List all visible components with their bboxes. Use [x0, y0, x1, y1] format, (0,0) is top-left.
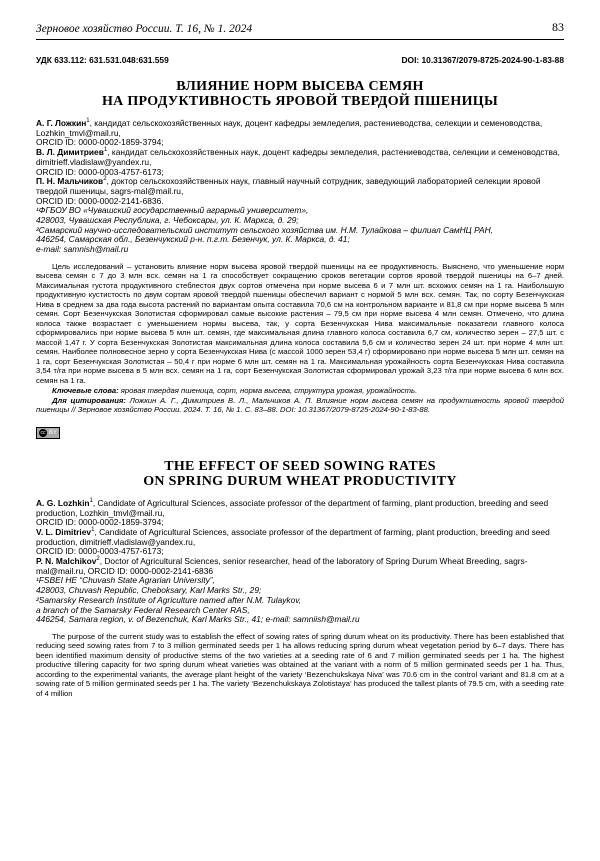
doi-code: DOI: 10.31367/2079-8725-2024-90-1-83-88 [401, 55, 564, 65]
author-sup: 2 [103, 176, 107, 183]
by-label: BY [49, 429, 58, 436]
en-abstract: The purpose of the current study was to establish the effect of sowing rates of spring durum wheat on its productivity. There has been established that reducing seed sowing rates from 7 to 3 million germinated seeds per 1 ha allows reducing spring durum wheat vegetation period by 6–7 days. There has been identified maximum density of productive stems of the two varieties at a seeding rate of 6 and 7 million germinated seeds per 1 ha. The highest productive tillering capacity for two spring durum wheat varieties was obtained at the variant with a norm of 5 million germinated seeds per 1 ha. Thus, according to the experimental variants, the average plant height of the variety ‘Bezenchukskaya Niva’ was 70.6 cm in the control variant and 81.8 cm at a sowing rate of 5 million germinated seeds per 1 ha. The variety ‘Bezenchukskaya Zolotistaya’ has produced the tallest plants of 79.5 cm, with a seeding rate of 4 million [36, 631, 564, 698]
author-name: A. G. Lozhkin [36, 497, 90, 508]
author-orcid: ORCID ID: 0000-0002-2141-6836. [36, 195, 164, 206]
author-entry [36, 119, 564, 148]
author-desc: , кандидат сельскохозяйственных наук, доцент кафедры земледелия, растениеводства, селекции и семеноводства, Lozhkin_tmvl@mail.ru, [36, 118, 543, 138]
affiliation-line: e-mail: samnish@mail.ru [36, 244, 129, 255]
author-sup: 1 [103, 147, 108, 154]
ru-title-line: НА ПРОДУКТИВНОСТЬ ЯРОВОЙ ТВЕРДОЙ ПШЕНИЦЫ [101, 94, 499, 109]
author-desc: , Doctor of Agricultural Sciences, senior researcher, head of the laboratory of Spring Durum Wheat Breeding, sagrs-mal@mail.ru, ORCID ID: 0000-0002-2141-6836 [36, 556, 528, 576]
author-name: V. L. Dimitriev [36, 526, 92, 537]
ru-keywords [36, 386, 564, 396]
cc-icon: cc [40, 429, 46, 436]
author-desc: , Candidate of Agricultural Sciences, associate professor of the department of farming, plant production, breeding and seed production, Lozhkin_tmvl@mail.ru, [36, 497, 549, 518]
en-title-line: ON SPRING DURUM WHEAT PRODUCTIVITY [143, 473, 457, 489]
en-title-line: THE EFFECT OF SEED SOWING RATES [164, 458, 436, 474]
citation-label: Для цитирования: [52, 395, 126, 405]
affiliation-line: ²Samarsky Research Institute of Agriculture named after N.M. Tulaykov, [36, 594, 302, 605]
affiliation-line: 446254, Самарская обл., Безенчукский р-н. п.г.т. Безенчук, ул. К. Маркса, д. 41; [36, 234, 350, 245]
author-orcid: ORCID ID: 0000-0003-4757-6173; [36, 166, 164, 177]
affiliation-line: ¹FSBEI HE “Chuvash State Agrarian University”, [36, 575, 215, 586]
author-desc: , доктор сельскохозяйственных наук, главный научный сотрудник, заведующий лабораторией селекции яровой твердой пшеницы, sagrs-mal@mail.ru, [36, 176, 541, 196]
author-sup: 1 [89, 498, 93, 505]
en-authors [36, 499, 564, 577]
page-number: 83 [552, 20, 564, 34]
header-rule [36, 39, 564, 40]
ru-authors [36, 119, 564, 206]
ru-title-line: ВЛИЯНИЕ НОРМ ВЫСЕВА СЕМЯН [176, 79, 424, 94]
affiliation-line: 428003, Чувашская Республика, г. Чебоксары, ул. К. Маркса, д. 29; [36, 215, 299, 226]
article-ids [36, 55, 564, 65]
author-entry [36, 148, 564, 177]
affiliation-line: ²Самарский научно-исследовательский институт сельского хозяйства им. Н.М. Тулайкова – филиал СамНЦ РАН, [36, 224, 493, 235]
author-entry [36, 528, 564, 557]
cc-by-license-badge[interactable] [36, 427, 60, 439]
ru-abstract: Цель исследований – установить влияние норм высева яровой твердой пшеницы на ее продуктивность. Выяснено, что уменьшение норм высева семян с 7 до 3 млн всх. семян на 1 га способствует сокращению сроков вегетации сортов яровой твердой пшеницы на 6–7 дней. Максимальная густота продуктивного стеблестоя двух сортов отмечена при норме высева 6 и 7 млн шт. всхожих семян на 1 га. Наибольшую продуктивную кустистость по двум сортам яровой твердой пшеницы обеспечил вариант с нормой 5 млн всх. семян. Так, по сорту Безенчукская Нива в среднем за два года высота растений по вариантам опыта составила 70,6 см на контрольном варианте и 81,8 см при норме высева 5 млн семян. Сорт Безенчукская Золотистая сформировал самые высокие растения – 79,5 см при норме высева 4 млн семян. Отмечено, что длина колоса также возрастает с уменьшением нормы высева, так, у сорта Безенчукская Нива максимальные показатели главного колоса сформировались при норме высева 5 млн шт. семян, где максимальная длина главного колоса составила 6,7 см, количество зерен – 27,5 шт. с массой 1,47 г. У сорта Безенчукская Золотистая максимальная длина колоса составила 5,6 см и количество зерен 24 шт. при норме 4 млн шт. семян. Наиболее полновесное зерно у сорта Безенчукская Нива (с массой 1000 зерен 53,4 г) сформировано при норме высева 5 млн шт. семян на 1 га, сорт Безенчукская Золотистая – 50,4 г при норме 6 млн шт. семян на 1 га. Максимальная урожайность сорта Безенчукская Нива составила 3,54 т/га при норме высева в 5 млн всх. семян на 1 га, сорт Безенчукская Золотистая сформировал урожай 3,23 т/га при норме высева 6 млн всх. семян на 1 га. [36, 261, 564, 385]
author-orcid: ORCID ID: 0000-0002-1859-3794; [36, 517, 164, 528]
author-orcid: ORCID ID: 0000-0003-4757-6173; [36, 546, 164, 557]
ru-title [36, 79, 564, 109]
author-sup: 1 [86, 118, 90, 125]
running-header [36, 20, 564, 35]
udk-code: УДК 633.112: 631.531.048:631.559 [36, 55, 169, 65]
author-name: А. Г. Ложкин [36, 118, 87, 128]
article-page [36, 20, 564, 698]
affiliation-line: a branch of the Samarsky Federal Research Center RAS, [36, 604, 250, 615]
author-name: В. Л. Димитриев [36, 147, 104, 158]
en-title [36, 459, 564, 489]
affiliation-line: ¹ФГБОУ ВО «Чувашский государственный аграрный университет», [36, 205, 309, 216]
affiliation-line: 446254, Samara region, v. of Bezenchuk, Karl Marks Str., 41; e-mail: samniish@mail.ru [36, 614, 360, 625]
ru-affiliations [36, 206, 564, 255]
ru-citation [36, 396, 564, 415]
en-affiliations [36, 576, 564, 625]
keywords-text: яровая твердая пшеница, сорт, норма высева, структура урожая, урожайность. [118, 386, 418, 396]
journal-title: Зерновое хозяйство России. Т. 16, № 1. 2024 [36, 23, 253, 35]
author-name: P. N. Malchikov [36, 556, 97, 567]
keywords-label: Ключевые слова: [52, 386, 119, 396]
author-entry [36, 557, 564, 576]
author-orcid: ORCID ID: 0000-0002-1859-3794; [36, 137, 164, 148]
author-desc: , кандидат сельскохозяйственных наук, доцент кафедры земледелия, растениеводства, селекции и семеноводства, dimitrieff.vladislaw@yandex.ru, [36, 147, 560, 167]
author-sup: 1 [91, 527, 95, 534]
affiliation-line: 428003, Chuvash Republic, Cheboksary, Karl Marks Str., 29; [36, 585, 262, 596]
author-desc: , Candidate of Agricultural Sciences, associate professor of the department of farming, plant production, breeding and seed production, dimitrieff.vladislaw@yandex.ru, [36, 526, 550, 547]
author-name: П. Н. Мальчиков [36, 176, 104, 187]
author-sup: 2 [96, 556, 100, 563]
author-entry [36, 499, 564, 528]
citation-text: Ложкин А. Г., Димитриев В. Л., Мальчиков А. П. Влияние норм высева семян на продуктивность яровой твердой пшеницы // Зерновое хозяйство России. 2024. Т. 16, № 1. С. 83–88. DOI: 10.31367/2079-8725-2024-90-1-83-88. [36, 395, 564, 415]
author-entry [36, 177, 564, 206]
